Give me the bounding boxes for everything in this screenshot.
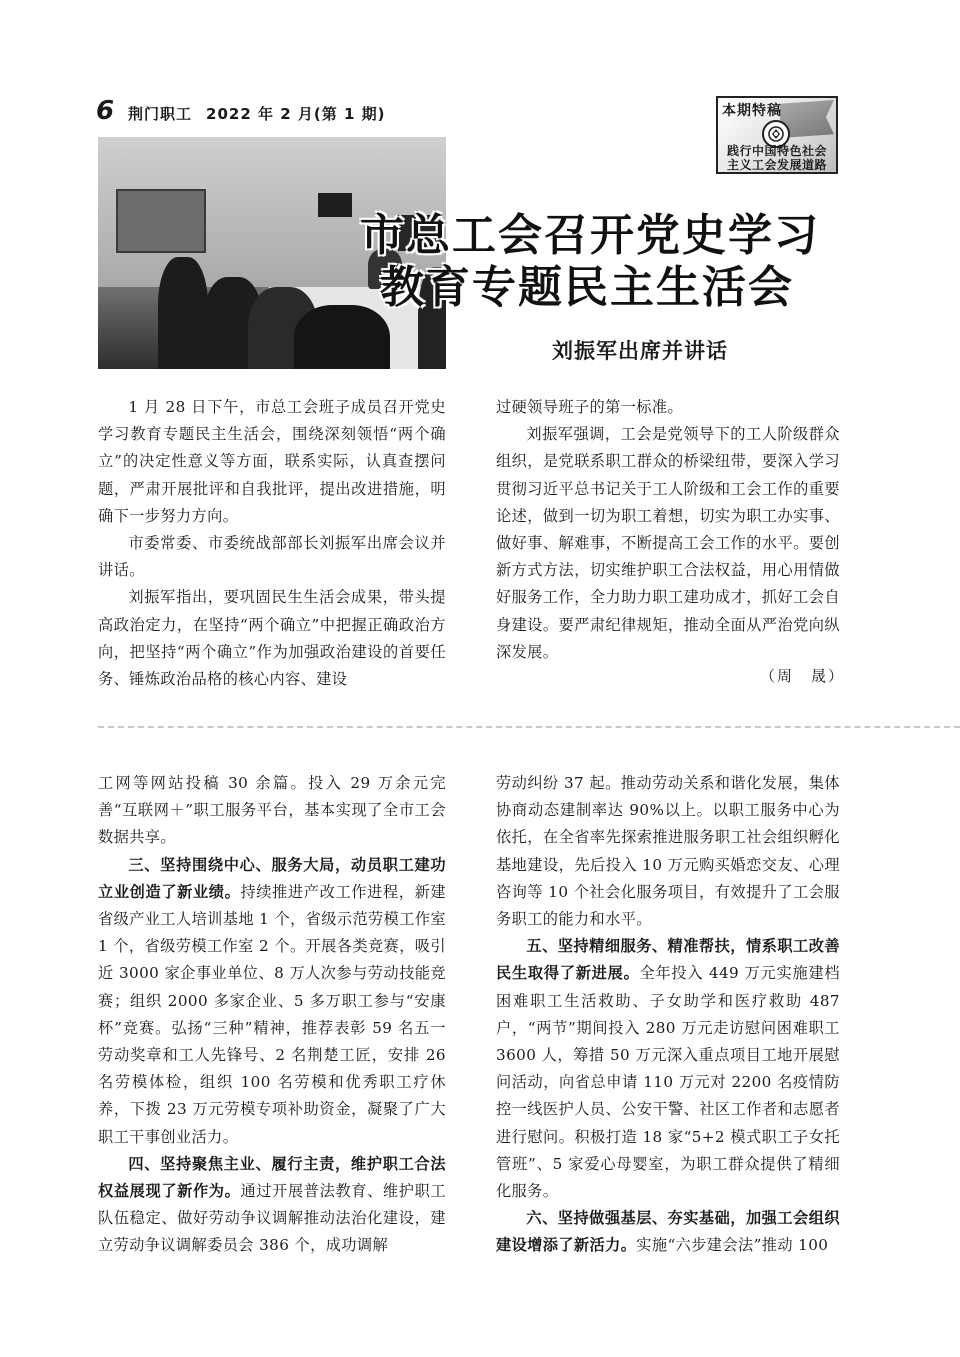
paragraph: 劳动纠纷 37 起。推动劳动关系和谐化发展，集体协商动态建制率达 90%以上。以职工服务中心为依托，在全省率先探索推进服务职工社会组织孵化基地建设，先后投入 10 万元购买婚恋交友、心理咨询等 10 个社会化服务项目，有效提升了工会服务职工的能力和水平。 — [496, 774, 840, 929]
paragraph-body: 持续推进产改工作进程，新建省级产业工人培训基地 1 个，省级示范劳模工作室 1 个，省级劳模工作室 2 个。开展各类竞赛，吸引近 3000 家企事业单位、8 万人次参与劳动技能竞赛；组织 2000 多家企业、5 多万职工参与“安康杯”竞赛。弘扬“三种”精神，推荐表彰 59 名五一劳动奖章和工人先锋号、2 名荆楚工匠，安排 26 名劳模体检，组织 100 名劳模和优秀职工疗休养，下拨 23 万元劳模专项补助资金，凝聚了广大职工干事创业活力。 — [98, 882, 446, 1146]
article-subtitle: 刘振军出席并讲话 — [552, 338, 728, 363]
feature-box — [716, 96, 838, 174]
article1-column-left — [98, 394, 446, 693]
section-heading: 六、坚持做强基层、夯实基础，加强工会组织建设增添了新活力。 — [496, 1209, 840, 1255]
paragraph — [98, 1151, 446, 1260]
paragraph-body: 通过开展普法教育、维护职工队伍稳定、做好劳动争议调解推动法治化建设，建立劳动争议调解委员会 386 个，成功调解 — [98, 1182, 446, 1255]
paragraph: 工网等网站投稿 30 余篇。投入 29 万余元完善“互联网＋”职工服务平台，基本实现了全市工会数据共享。 — [98, 774, 446, 847]
paragraph-body: 实施“六步建会法”推动 100 — [636, 1236, 829, 1255]
paragraph: 1 月 28 日下午，市总工会班子成员召开党史学习教育专题民主生活会，围绕深刻领悟“两个确立”的决定性意义等方面，联系实际，认真查摆问题，严肃开展批评和自我批评，提出改进措施，明确下一步努力方向。 — [98, 398, 446, 525]
paragraph — [496, 1205, 840, 1259]
title-line-1: 市总工会召开党史学习 — [360, 210, 820, 261]
paragraph-body: 全年投入 449 万元实施建档困难职工生活救助、子女助学和医疗救助 487 户，“两节”期间投入 280 万元走访慰问困难职工 3600 人，筹措 50 万元深入重点项目工地开展慰问活动，向省总申请 110 万元对 2200 名疫情防控一线医护人员、公安干警、社区工作者和志愿者进行慰问。积极打造 18 家“5+2 模式职工子女托管班”、5 家爱心母婴室，为职工群众提供了精细化服务。 — [496, 964, 840, 1201]
paragraph: 刘振军强调，工会是党领导下的工人阶级群众组织，是党联系职工群众的桥梁纽带，要深入学习贯彻习近平总书记关于工人阶级和工会工作的重要论述，做到一切为职工着想，切实为职工办实事、做好事、解难事，不断提高工会工作的水平。要创新方式方法，切实维护职工合法权益，用心用情做好服务工作，全力助力职工建功成才，抓好工会自身建设。要严肃纪律规矩，推动全面从严治党向纵深发展。 — [496, 425, 840, 661]
article2-column-right — [496, 770, 840, 1260]
article-title — [350, 210, 850, 314]
author-byline: （周 晟） — [760, 667, 846, 685]
issue-date: 2022 年 2 月(第 1 期) — [206, 105, 386, 123]
title-line-2: 教育专题民主生活会 — [380, 262, 794, 313]
article1-column-right — [496, 394, 840, 666]
running-head — [128, 104, 399, 124]
feature-line-2: 主义工会发展道路 — [726, 158, 827, 172]
section-heading: 四、坚持聚焦主业、履行主责，维护职工合法权益展现了新作为。 — [98, 1154, 446, 1201]
projector-screen — [116, 189, 206, 253]
publication-name: 荆门职工 — [128, 105, 193, 123]
page-number: 6 — [96, 96, 115, 126]
paragraph — [98, 852, 446, 1151]
paragraph: 市委常委、市委统战部部长刘振军出席会议并讲话。 — [98, 534, 446, 580]
paragraph: 刘振军指出，要巩固民生生活会成果，带头提高政治定力，在坚持“两个确立”中把握正确政治方向，把坚持“两个确立”作为加强政治建设的首要任务、锤炼政治品格的核心内容、建设 — [98, 588, 446, 689]
feature-label: 本期特稿 — [722, 103, 782, 119]
paragraph: 过硬领导班子的第一标准。 — [496, 398, 684, 416]
section-heading: 五、坚持精细服务、精准帮扶，情系职工改善民生取得了新进展。 — [496, 937, 840, 983]
feature-line-1: 践行中国特色社会 — [726, 144, 827, 158]
section-divider — [98, 726, 960, 728]
paragraph — [496, 933, 840, 1205]
article2-column-left — [98, 770, 446, 1260]
section-heading: 三、坚持围绕中心、服务大局，动员职工建功立业创造了新业绩。 — [98, 855, 446, 901]
